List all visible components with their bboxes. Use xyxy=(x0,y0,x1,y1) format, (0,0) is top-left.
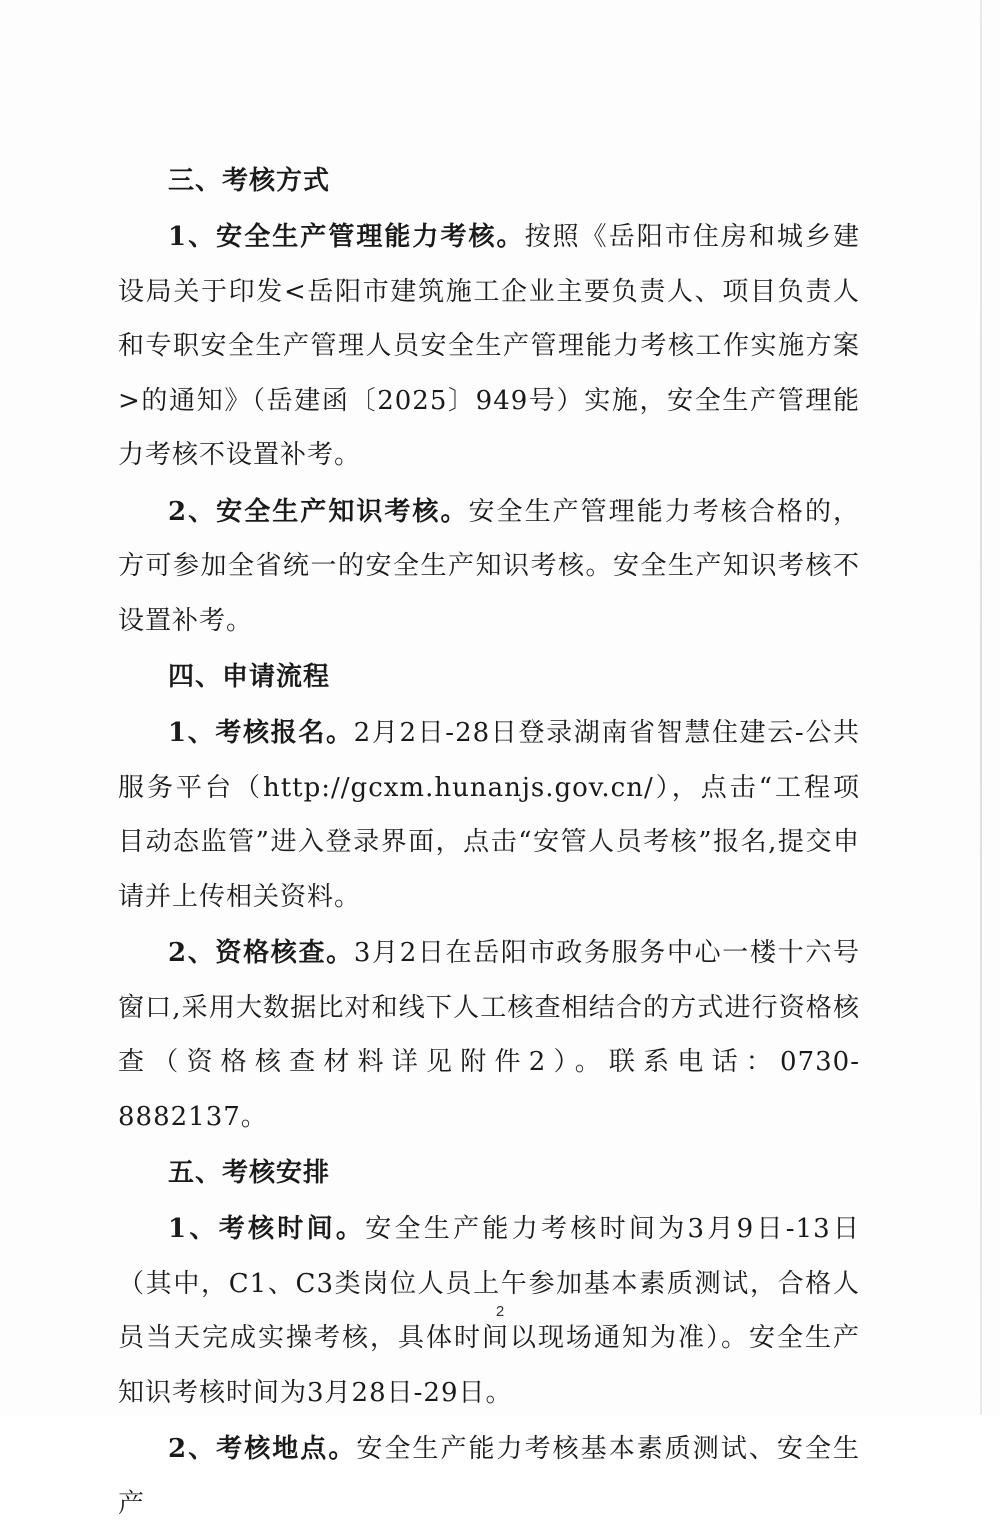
paragraph-lead: 1、考核报名。 xyxy=(168,718,354,748)
paragraph-lead: 1、考核时间。 xyxy=(168,1214,366,1244)
paragraph-qualification-check xyxy=(118,926,860,1144)
section-heading-assessment-method: 三、考核方式 xyxy=(168,166,331,196)
section-heading-application-process: 四、申请流程 xyxy=(168,662,331,692)
paragraph-text: 安全生产管理能力考核合格的，方可参加全省统一的安全生产知识考核。安全生产知识考核不设置补考。 xyxy=(118,496,860,636)
page-number: 2 xyxy=(495,1303,505,1320)
scan-edge xyxy=(980,0,982,1415)
paragraph-management-ability xyxy=(118,210,860,483)
paragraph-lead: 2、考核地点。 xyxy=(168,1434,357,1464)
paragraph-registration xyxy=(118,706,860,924)
paragraph-text: 安全生产能力考核时间为3月9日-13日（其中，C1、C3类岗位人员上午参加基本素质测试，合格人员当天完成实操考核，具体时间以现场通知为准）。安全生产知识考核时间为3月28日-29日。 xyxy=(118,1214,860,1408)
paragraph-text: 3月2日在岳阳市政务服务中心一楼十六号窗口,采用大数据比对和线下人工核查相结合的方式进行资格核查（资格核查材料详见附件2）。联系电话：0730-8882137。 xyxy=(118,938,861,1132)
paragraph-lead: 2、资格核查。 xyxy=(168,938,354,968)
paragraph-assessment-location xyxy=(118,1422,860,1531)
paragraph-text: 安全生产能力考核基本素质测试、安全生产 xyxy=(118,1434,860,1519)
paragraph-lead: 2、安全生产知识考核。 xyxy=(168,496,469,527)
paragraph-lead: 1、安全生产管理能力考核。 xyxy=(168,222,525,252)
paragraph-knowledge-assessment xyxy=(118,485,860,649)
paragraph-text: 2月2日-28日登录湖南省智慧住建云-公共服务平台（http://gcxm.hunanjs.gov.cn/），点击“工程项目动态监管”进入登录界面，点击“安管人员考核”报名,提交申请并上传相关资料。 xyxy=(118,718,860,912)
document-body xyxy=(118,154,860,1533)
section-heading-assessment-schedule: 五、考核安排 xyxy=(168,1158,331,1188)
paragraph-text: 按照《岳阳市住房和城乡建设局关于印发<岳阳市建筑施工企业主要负责人、项目负责人和专职安全生产管理人员安全生产管理能力考核工作实施方案>的通知》（岳建函〔2025〕949号）实施，安全生产管理能力考核不设置补考。 xyxy=(118,222,860,470)
